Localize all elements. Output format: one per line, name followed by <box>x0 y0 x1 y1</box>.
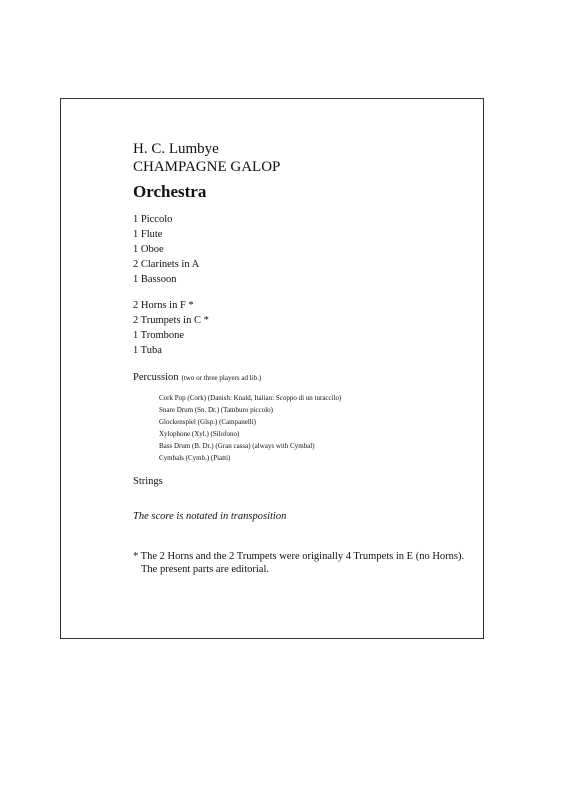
instrument-brass: 2 Trumpets in C * <box>133 315 209 326</box>
instrument-woodwind: 1 Piccolo <box>133 214 173 225</box>
section-heading: Orchestra <box>133 182 207 201</box>
percussion-item: Cymbals (Cymb.) (Piatti) <box>159 454 231 462</box>
transposition-note: The score is notated in transposition <box>133 511 287 522</box>
percussion-heading <box>133 372 261 383</box>
percussion-note: (two or three players ad lib.) <box>181 374 262 382</box>
instrument-woodwind: 1 Bassoon <box>133 274 177 285</box>
percussion-item: Snare Drum (Sn. Dr.) (Tamburo piccolo) <box>159 406 274 414</box>
percussion-item: Glockenspiel (Glsp.) (Campanelli) <box>159 418 257 426</box>
percussion-item: Bass Drum (B. Dr.) (Gran cassa) (always with Cymbal) <box>159 442 315 450</box>
instrument-woodwind: 1 Flute <box>133 229 163 240</box>
footnote <box>133 550 464 576</box>
instrument-woodwind: 2 Clarinets in A <box>133 259 200 270</box>
composer-name: H. C. Lumbye <box>133 141 219 157</box>
footnote-line-1: * The 2 Horns and the 2 Trumpets were originally 4 Trumpets in E (no Horns). <box>133 551 465 562</box>
percussion-item: Cork Pop (Cork) (Danish: Knald, Italian: Scoppo di un turaccilo) <box>159 394 342 402</box>
instrument-brass: 1 Trombone <box>133 330 185 341</box>
instrument-brass: 2 Horns in F * <box>133 300 194 311</box>
piece-title: CHAMPAGNE GALOP <box>133 159 281 175</box>
footnote-line-2: The present parts are editorial. <box>141 564 269 575</box>
percussion-item: Xylophone (Xyl.) (Silofono) <box>159 430 240 438</box>
instrument-woodwind: 1 Oboe <box>133 244 164 255</box>
instrument-brass: 1 Tuba <box>133 345 162 356</box>
strings-label: Strings <box>133 476 163 487</box>
percussion-label: Percussion <box>133 372 179 383</box>
